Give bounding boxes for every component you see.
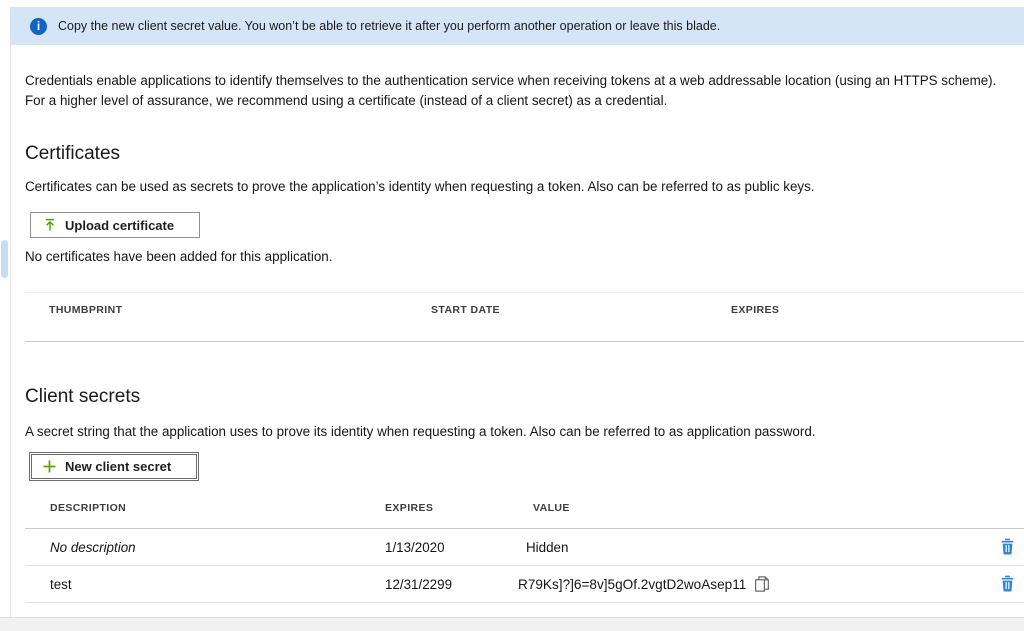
cert-col-thumbprint: THUMBPRINT — [49, 304, 123, 316]
scrollbar-thumb[interactable] — [1, 240, 8, 278]
upload-icon — [43, 218, 57, 232]
secret-expires: 12/31/2299 — [385, 577, 453, 592]
info-banner-text: Copy the new client secret value. You won’t be able to retrieve it after you perform another operation or leave this blade. — [58, 19, 721, 33]
copy-icon[interactable] — [753, 575, 771, 593]
cert-table-header-underline — [25, 341, 1024, 342]
client-secrets-description: A secret string that the application uses to prove its identity when requesting a token. Also can be referred to as application password. — [25, 424, 816, 439]
blade-bottom-strip — [0, 617, 1024, 631]
secret-col-expires: EXPIRES — [385, 502, 434, 514]
plus-icon — [42, 459, 57, 474]
new-client-secret-button[interactable] — [29, 452, 199, 481]
secret-value-wrap — [518, 575, 771, 593]
upload-certificate-label: Upload certificate — [65, 217, 175, 233]
no-certificates-message: No certificates have been added for this application. — [25, 249, 333, 264]
row-separator — [25, 565, 1024, 566]
certificates-description: Certificates can be used as secrets to prove the application’s identity when requesting a token. Also can be referred to as public keys. — [25, 179, 815, 194]
secret-col-value: VALUE — [533, 502, 570, 514]
row-separator — [25, 602, 1024, 603]
info-icon: i — [30, 18, 47, 35]
secret-col-description: DESCRIPTION — [50, 502, 127, 514]
cert-col-expires: EXPIRES — [731, 304, 780, 316]
cert-table-top-border — [25, 292, 1024, 293]
delete-secret-button[interactable] — [999, 575, 1016, 592]
secret-table-header-underline — [25, 528, 1024, 529]
delete-secret-button[interactable] — [999, 538, 1016, 555]
cert-col-start-date: START DATE — [431, 304, 500, 316]
new-client-secret-label: New client secret — [65, 459, 172, 474]
client-secrets-section-title: Client secrets — [25, 386, 141, 407]
secret-value: Hidden — [526, 540, 569, 555]
secret-description: No description — [50, 540, 136, 555]
certificates-section-title: Certificates — [25, 143, 121, 164]
secret-value: R79Ks]?]6=8v]5gOf.2vgtD2woAsep11 — [518, 576, 747, 592]
blade-left-border — [10, 45, 11, 618]
secret-description: test — [50, 577, 72, 592]
credentials-intro-text: Credentials enable applications to identify themselves to the authentication service when receiving tokens at a web addressable location (using an HTTPS scheme). For a higher level of assurance, we recommend using a certificate (instead of a client secret) as a credential. — [25, 73, 997, 108]
upload-certificate-button[interactable] — [30, 212, 200, 238]
info-banner — [10, 7, 1024, 45]
secret-expires: 1/13/2020 — [385, 540, 445, 555]
